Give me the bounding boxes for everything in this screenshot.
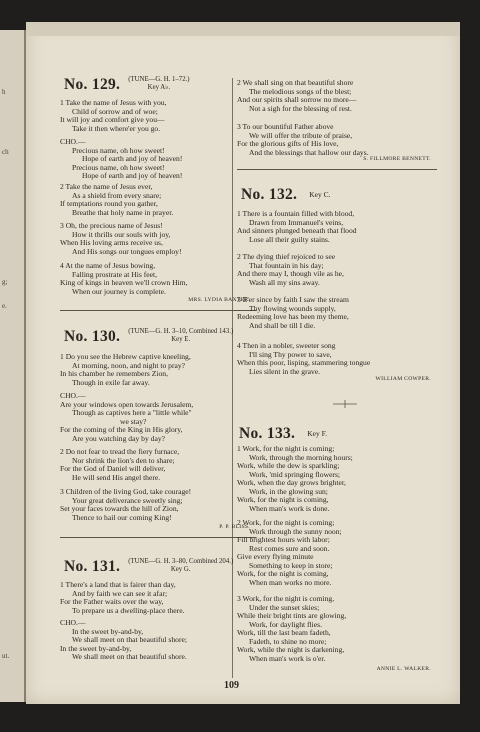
hymn-132-stanza-2: 2 The dying thief rejoiced to see That fountain in his day; And there may I, though vile as he, Wash all my sins away.: [237, 252, 344, 287]
hymn-key: Key A♭.: [147, 83, 171, 91]
hymn-131-chorus: CHO.— In the sweet by-and-by, We shall meet on that beautiful shore; In the sweet by-and-by, We shall meet on that beautiful shore.: [60, 618, 187, 661]
page-number: 109: [224, 680, 239, 691]
hymn-key: Key E.: [171, 335, 191, 343]
hymn-key: Key C.: [309, 190, 331, 199]
hymn-130-author: P. P. BLISS.: [219, 524, 250, 530]
hymn-132-author: WILLIAM COWPER.: [375, 376, 431, 382]
hymn-131-stanza-1: 1 There's a land that is fairer than day, And by faith we can see it afar; For the Father waits over the way, To prepare us a dwelling-place there.: [60, 580, 185, 615]
hymn-133-stanza-3: 3 Work, for the night is coming, Under the sunset skies; While their bright tints are glowing, Work, for daylight flies. Work, till the last beam fadeth, Fadeth, to shine no more; Work, while the night is darkening, When man's work is o'er.: [237, 594, 347, 663]
hymn-131-stanza-2: 2 We shall sing on that beautiful shore The melodious songs of the blest; And our spirits shall sorrow no more— Not a sigh for the blessing of rest.: [237, 78, 357, 113]
hymn-129-stanza-4: 4 At the name of Jesus bowing, Falling prostrate at His feet, King of kings in heaven we'll crown Him, When our journey is complete.: [60, 261, 188, 296]
hymn-131-stanza-3: 3 To our bountiful Father above We will offer the tribute of praise, For the glorious gifts of His love, And the blessings that hallow our days.: [237, 122, 369, 157]
flourish-icon: [333, 399, 357, 409]
hymn-number: No. 130.: [64, 328, 121, 345]
hymn-130-stanza-2: 2 Do not fear to tread the fiery furnace, Nor shrink the lion's den to share; For the God of Daniel will deliver, He will send His angel there.: [60, 447, 180, 482]
hymn-132-stanza-3: 3 E'er since by faith I saw the stream Thy flowing wounds supply, Redeeming love has been my theme, And shall be till I die.: [237, 295, 349, 330]
margin-fragment: g;: [2, 278, 8, 286]
margin-fragment: e.: [2, 302, 7, 310]
hymn-133-author: ANNIE L. WALKER.: [376, 666, 431, 672]
hymn-131-author: S. FILLMORE BENNETT.: [363, 156, 431, 162]
hymn-133-header: [239, 425, 327, 443]
margin-fragment: h: [2, 88, 6, 96]
hymn-129-stanza-1: 1 Take the name of Jesus with you, Child of sorrow and of woe; It will joy and comfort give you— Take it then where'er you go.: [60, 98, 167, 133]
hymnal-page: [26, 22, 460, 704]
hymn-key: Key G.: [170, 565, 191, 573]
hymn-131-header: [64, 558, 233, 576]
hymn-number: No. 133.: [239, 425, 296, 442]
hymn-132-stanza-1: 1 There is a fountain filled with blood, Drawn from Immanuel's veins, And sinners plunged beneath that flood Lose all their guilty stains.: [237, 209, 357, 244]
section-rule: [60, 537, 256, 538]
column-divider-line: [232, 78, 233, 678]
hymn-number: No. 129.: [64, 76, 121, 93]
hymn-132-stanza-4: 4 Then in a nobler, sweeter song I'll sing Thy power to save, When this poor, lisping, stammering tongue Lies silent in the grave.: [237, 341, 371, 376]
hymn-129-stanza-2: 2 Take the name of Jesus ever, As a shield from every snare; If temptations round you gather, Breathe that holy name in prayer.: [60, 182, 174, 217]
section-rule: [237, 169, 437, 170]
page-top-band: [26, 22, 460, 36]
left-page-edge: [0, 30, 26, 702]
margin-fragment: ch: [2, 148, 9, 156]
section-rule: [60, 310, 256, 311]
hymn-130-header: [64, 328, 233, 346]
hymn-number: No. 132.: [241, 186, 298, 203]
hymn-129-chorus: CHO.— Precious name, oh how sweet! Hope of earth and joy of heaven! Precious name, oh how sweet! Hope of earth and joy of heaven!: [60, 137, 183, 180]
hymn-130-stanza-3: 3 Children of the living God, take courage! Your great deliverance sweetly sing; Set your faces towards the hill of Zion, Thence to hail our coming King!: [60, 487, 192, 522]
margin-fragment: ut.: [2, 652, 10, 660]
tune-reference: (TUNE—G. H. 3–10, Combined 143.): [128, 328, 234, 335]
tune-reference: (TUNE—G. H. 3–80, Combined 204.): [128, 558, 234, 565]
hymn-130-chorus: CHO.— Are your windows open towards Jerusalem, Though as captives here a "little while" we stay? For the coming of the King in His glory, Are you watching day by day?: [60, 391, 194, 443]
hymn-132-header: [241, 186, 330, 204]
hymn-129-stanza-3: 3 Oh, the precious name of Jesus! How it thrills our souls with joy, When His loving arms receive us, And His songs our tongues employ!: [60, 221, 182, 256]
hymn-number: No. 131.: [64, 558, 121, 575]
hymn-129-header: [64, 76, 190, 94]
hymn-133-stanza-2: 2 Work, for the night is coming; Work through the sunny noon; Fill brightest hours with labor; Rest comes sure and soon. Give every flying minute Something to keep in store; Work, for the night is coming, When man works no more.: [237, 518, 342, 587]
ornament-divider: [333, 396, 357, 414]
hymn-129-author: MRS. LYDIA BAXTER.: [188, 297, 250, 303]
hymn-key: Key F.: [307, 429, 328, 438]
tune-reference: (TUNE—G. H. 1–72.): [128, 76, 190, 83]
hymn-130-stanza-1: 1 Do you see the Hebrew captive kneeling, At morning, noon, and night to pray? In his chamber he remembers Zion, Though in exile far away.: [60, 352, 191, 387]
hymn-133-stanza-1: 1 Work, for the night is coming; Work, through the morning hours; Work, while the dew is sparkling; Work, 'mid springing flowers; Work, when the day grows brighter, Work, in the glowing sun; Work, for the night is coming, When man's work is done.: [237, 444, 353, 513]
